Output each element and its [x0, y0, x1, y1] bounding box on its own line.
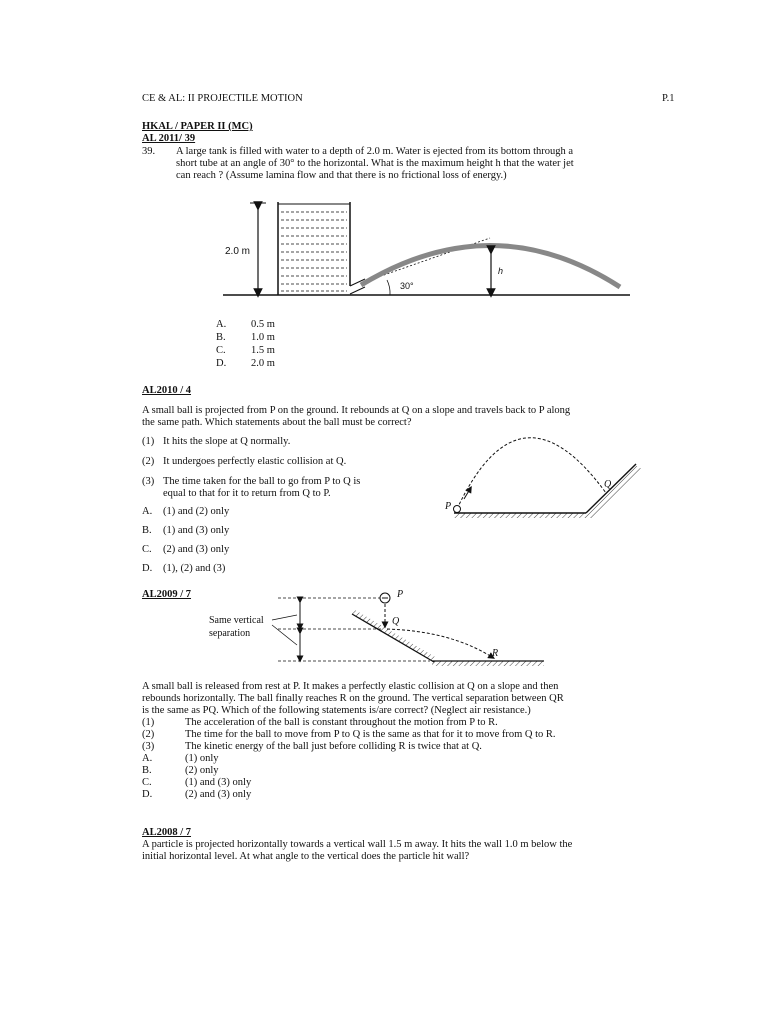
header-title: CE & AL: II PROJECTILE MOTION	[142, 93, 303, 104]
q2010-stmt1-text: It hits the slope at Q normally.	[163, 436, 291, 447]
q2009-stmt3-text: The kinetic energy of the ball just before colliding R is twice that at Q.	[185, 741, 482, 752]
q39-option-a-text[interactable]: 0.5 m	[251, 319, 275, 330]
q2009-option-a-text[interactable]: (1) only	[185, 753, 219, 764]
caption-line1: Same vertical	[209, 615, 264, 626]
q39-option-a-letter: A.	[216, 319, 227, 330]
q2009-stmt1-num: (1)	[142, 717, 155, 728]
q2010-stmt3-text-cont: equal to that for it to return from Q to P.	[163, 488, 331, 499]
q2009-text-line1: A small ball is released from rest at P. It makes a perfectly elastic collision at Q on a slope and then	[142, 681, 559, 692]
q2010-option-c-letter: C.	[142, 544, 152, 555]
slope-hatch	[586, 465, 642, 518]
q2010-text-line1: A small ball is projected from P on the ground. It rebounds at Q on a slope and travels back to P along	[142, 405, 571, 416]
q2010-option-a-letter: A.	[142, 506, 153, 517]
q2010-stmt2-num: (2)	[142, 456, 155, 467]
q2009-stmt3-num: (3)	[142, 741, 155, 752]
q2009-stmt2-text: The time for the ball to move from P to Q is the same as that for it to move from Q to R.	[185, 729, 556, 740]
q2009-option-c-text[interactable]: (1) and (3) only	[185, 777, 252, 788]
q2009-text-line3: is the same as PQ. Which of the following statements is/are correct? (Neglect air resistance.)	[142, 705, 531, 716]
label-q: Q	[392, 616, 400, 627]
label-p: P	[397, 589, 404, 600]
q2010-option-d-letter: D.	[142, 563, 153, 574]
q2010-text-line2: the same path. Which statements about the ball must be correct?	[142, 417, 412, 428]
q2009-stmt1-text: The acceleration of the ball is constant throughout the motion from P to R.	[185, 717, 498, 728]
q2010-option-a-text[interactable]: (1) and (2) only	[163, 506, 230, 517]
q39-option-b-letter: B.	[216, 332, 226, 343]
q2009-option-b-text[interactable]: (2) only	[185, 765, 219, 776]
ball-path	[457, 438, 606, 509]
caption-line2: separation	[209, 628, 251, 639]
q39-option-d-text[interactable]: 2.0 m	[251, 358, 275, 369]
caption-pointer-2	[272, 625, 297, 645]
q2009-source: AL2009 / 7	[142, 589, 192, 600]
q2009-option-b-letter: B.	[142, 765, 152, 776]
height-label: h	[498, 266, 504, 276]
water-fill	[281, 212, 347, 291]
tank-diagram	[215, 190, 635, 310]
ground-hatch	[454, 513, 586, 518]
q2010-option-d-text[interactable]: (1), (2) and (3)	[163, 563, 226, 574]
slope-rebound-diagram	[440, 425, 650, 525]
q2009-option-d-text[interactable]: (2) and (3) only	[185, 789, 252, 800]
q39-option-c-text[interactable]: 1.5 m	[251, 345, 275, 356]
q2008-source: AL2008 / 7	[142, 827, 192, 838]
label-q: Q	[604, 479, 612, 490]
angle-label: 30°	[400, 281, 414, 291]
q2010-option-c-text[interactable]: (2) and (3) only	[163, 544, 230, 555]
q2010-option-b-letter: B.	[142, 525, 152, 536]
ground-hatch	[432, 661, 544, 666]
q2010-source: AL2010 / 4	[142, 385, 192, 396]
ball	[454, 506, 461, 513]
label-p: P	[445, 501, 452, 512]
q2009-option-d-letter: D.	[142, 789, 153, 800]
q2008-text-line2: initial horizontal level. At what angle to the vertical does the particle hit wall?	[142, 851, 470, 862]
q2009-text-line2: rebounds horizontally. The ball finally reaches R on the ground. The vertical separation between QR	[142, 693, 564, 704]
angle-arc	[387, 280, 390, 295]
q39-text-line1: A large tank is filled with water to a depth of 2.0 m. Water is ejected from its bottom through a	[176, 146, 574, 157]
q39-text-line2: short tube at an angle of 30° to the horizontal. What is the maximum height h that the water jet	[176, 158, 574, 169]
q2010-stmt3-num: (3)	[142, 476, 155, 487]
label-r: R	[492, 648, 499, 659]
q39-option-d-letter: D.	[216, 358, 227, 369]
q2010-stmt2-text: It undergoes perfectly elastic collision at Q.	[163, 456, 347, 467]
q39-text-line3: can reach ? (Assume lamina flow and that there is no frictional loss of energy.)	[176, 170, 507, 181]
q2009-stmt2-num: (2)	[142, 729, 155, 740]
q39-source: AL 2011/ 39	[142, 133, 196, 144]
q2010-stmt3-text: The time taken for the ball to go from P to Q is	[163, 476, 361, 487]
q2009-option-c-letter: C.	[142, 777, 152, 788]
elastic-rebound-diagram	[200, 585, 550, 670]
q2010-stmt1-num: (1)	[142, 436, 155, 447]
q39-number: 39.	[142, 146, 156, 157]
q39-option-c-letter: C.	[216, 345, 226, 356]
section-title: HKAL / PAPER II (MC)	[142, 121, 253, 132]
q39-option-b-text[interactable]: 1.0 m	[251, 332, 275, 343]
caption-pointer-1	[272, 615, 297, 620]
q2009-option-a-letter: A.	[142, 753, 153, 764]
page-number: P.1	[662, 93, 675, 104]
q2010-option-b-text[interactable]: (1) and (3) only	[163, 525, 230, 536]
q2008-text-line1: A particle is projected horizontally towards a vertical wall 1.5 m away. It hits the wall 1.0 m below the	[142, 839, 573, 850]
depth-label: 2.0 m	[225, 246, 251, 257]
